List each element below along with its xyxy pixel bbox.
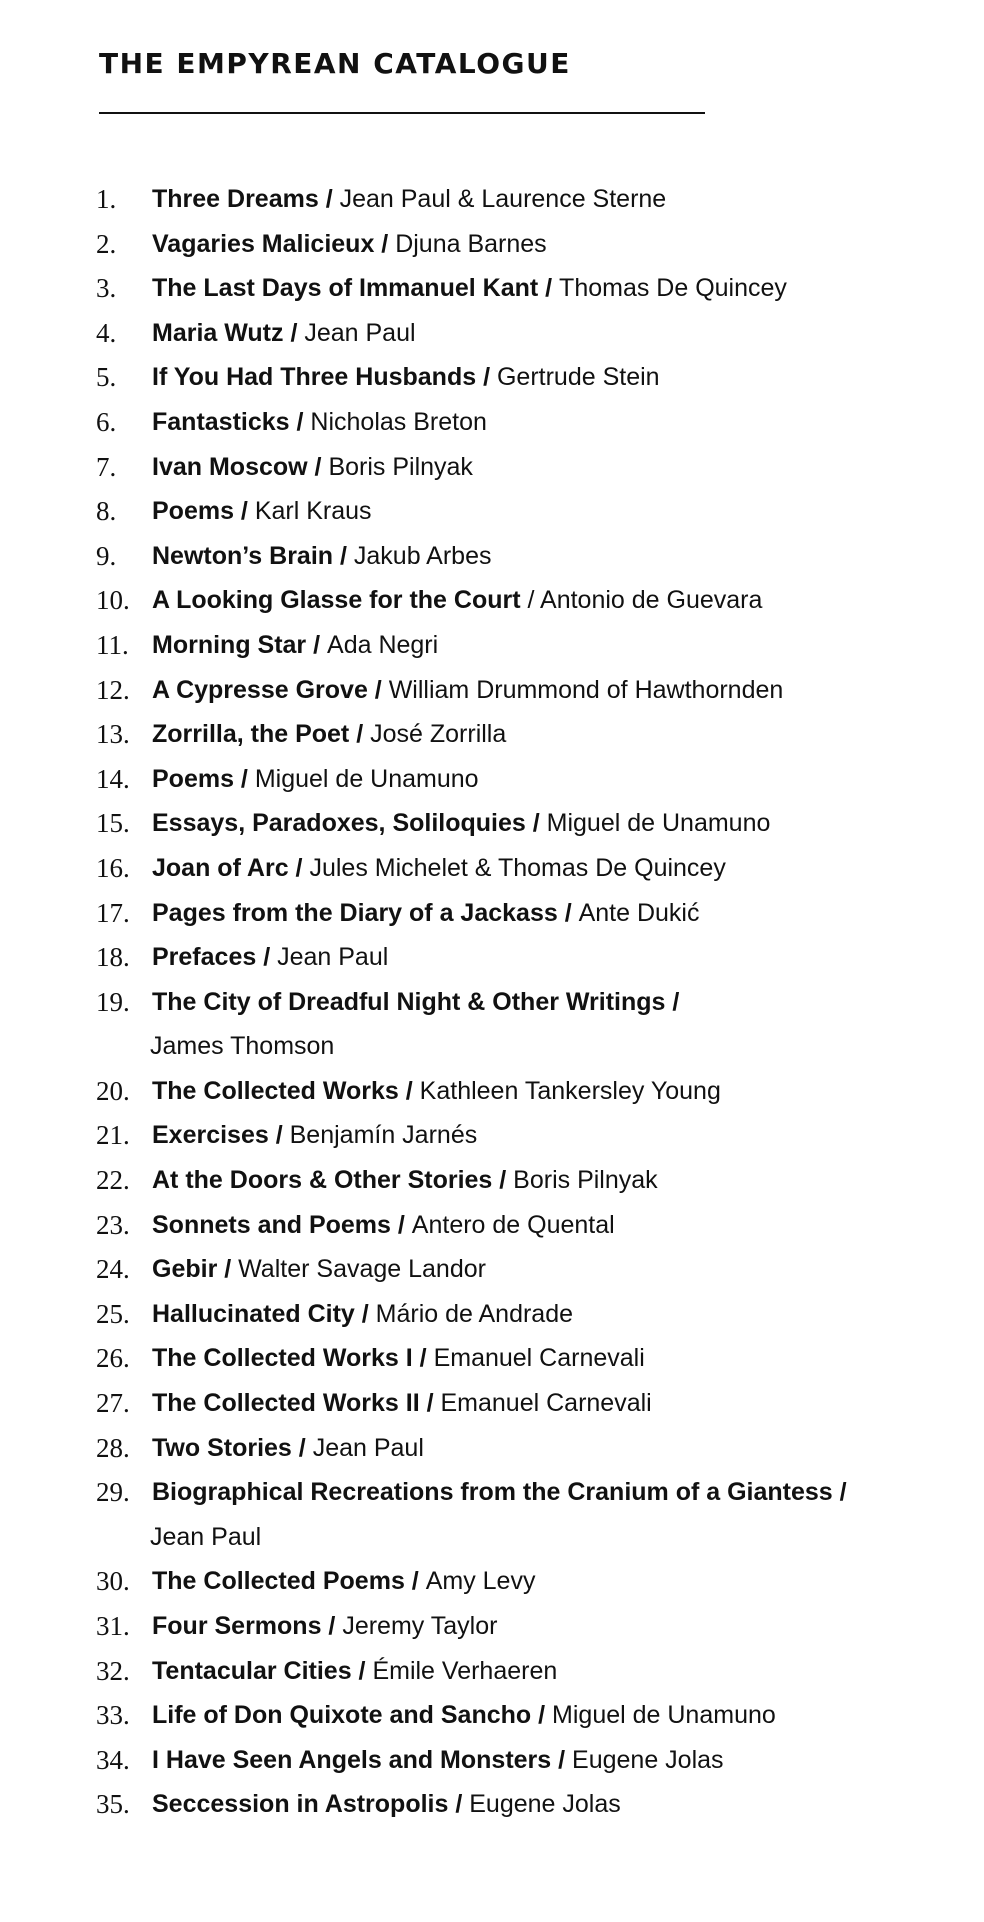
entry-number: 1. <box>96 184 117 214</box>
catalogue-entry <box>0 311 984 356</box>
catalogue-entry <box>0 1604 984 1649</box>
book-title: Newton’s Brain <box>152 541 334 570</box>
catalogue-entry <box>0 1426 984 1471</box>
title-author-separator: / <box>419 1389 441 1418</box>
entry-number: 20. <box>96 1075 130 1106</box>
entry-number: 34. <box>96 1744 130 1775</box>
catalogue-entry <box>0 445 984 490</box>
entry-text <box>152 846 726 891</box>
entry-text <box>152 1247 486 1292</box>
title-author-separator: / <box>289 407 311 436</box>
book-title: Two Stories <box>152 1433 292 1462</box>
book-title: Three Dreams <box>152 185 319 213</box>
catalogue-entry <box>0 1113 984 1158</box>
catalogue-entry <box>0 980 984 1069</box>
entry-text <box>152 222 547 267</box>
book-title: I Have Seen Angels and Monsters <box>152 1745 552 1774</box>
entry-number: 25. <box>96 1298 130 1329</box>
book-title: Fantasticks <box>152 407 290 436</box>
entry-text <box>152 1782 621 1827</box>
author-name: Mário de Andrade <box>375 1299 574 1328</box>
entry-number: 14. <box>96 763 130 794</box>
catalogue-entry <box>0 712 984 757</box>
title-author-separator: / <box>283 318 305 347</box>
catalogue-entry <box>0 578 984 623</box>
entry-text <box>152 400 487 445</box>
catalogue-entry <box>0 1069 984 1114</box>
book-title: At the Doors & Other Stories <box>152 1166 493 1195</box>
author-name: Jean Paul <box>150 1522 262 1551</box>
catalogue-entry <box>0 222 984 267</box>
entry-text <box>152 757 479 802</box>
book-title: The Collected Poems <box>152 1567 405 1596</box>
catalogue-entry <box>0 668 984 713</box>
entry-number: 13. <box>96 719 130 750</box>
title-author-separator: / <box>398 1076 420 1105</box>
author-name: Eugene Jolas <box>469 1790 621 1819</box>
title-author-separator: / <box>256 943 278 972</box>
entry-number: 28. <box>96 1432 130 1463</box>
title-author-separator: / <box>233 497 255 526</box>
book-title: Prefaces <box>152 943 257 972</box>
catalogue-list <box>0 177 984 1827</box>
author-name: Antonio de Guevara <box>540 586 763 615</box>
title-author-separator: / <box>318 185 340 213</box>
book-title: The Collected Works II <box>152 1389 420 1418</box>
title-author-separator: / <box>291 1433 313 1462</box>
catalogue-entry <box>0 1559 984 1604</box>
entry-text <box>152 489 372 534</box>
catalogue-entry <box>0 1470 984 1559</box>
entry-number: 6. <box>96 406 117 437</box>
author-name: Emanuel Carnevali <box>440 1389 652 1418</box>
entry-text <box>152 1693 776 1738</box>
entry-text <box>152 668 783 713</box>
author-name: Thomas De Quincey <box>559 274 787 303</box>
entry-text <box>152 801 770 846</box>
author-name: William Drummond of Hawthornden <box>388 675 784 704</box>
entry-text <box>152 935 388 980</box>
author-name: Benjamín Jarnés <box>289 1121 478 1150</box>
book-title: The Collected Works I <box>152 1344 413 1373</box>
book-title: Four Sermons <box>152 1612 322 1640</box>
entry-number: 31. <box>96 1611 130 1641</box>
book-title: The Collected Works <box>152 1076 399 1105</box>
author-name: Jeremy Taylor <box>342 1612 498 1640</box>
entry-text <box>152 311 416 356</box>
author-name: José Zorrilla <box>370 720 507 749</box>
title-author-separator: / <box>333 541 354 570</box>
title-author-separator: / <box>288 853 310 882</box>
book-title: Pages from the Diary of a Jackass <box>152 898 558 927</box>
catalogue-entry <box>0 891 984 936</box>
title-author-separator: / <box>354 1299 376 1328</box>
entry-number: 22. <box>96 1165 130 1196</box>
book-title: A Looking Glasse for the Court <box>152 586 521 615</box>
title-author-separator: / <box>448 1790 470 1819</box>
entry-text <box>152 1069 721 1114</box>
catalogue-entry <box>0 935 984 980</box>
catalogue-entry <box>0 623 984 668</box>
entry-text <box>152 1738 724 1783</box>
entry-number: 7. <box>96 451 117 482</box>
book-title: A Cypresse Grove <box>152 675 368 704</box>
title-divider <box>99 112 705 114</box>
title-author-separator: / <box>374 229 396 258</box>
book-title: Ivan Moscow <box>152 452 308 481</box>
entry-text <box>152 980 912 1069</box>
author-name: Jean Paul & Laurence Sterne <box>339 185 667 213</box>
author-name: Jean Paul <box>277 943 389 972</box>
author-name: Jules Michelet & Thomas De Quincey <box>309 853 726 882</box>
author-name: Eugene Jolas <box>572 1745 724 1774</box>
author-name: James Thomson <box>150 1032 335 1061</box>
author-name: Émile Verhaeren <box>372 1656 558 1685</box>
book-title: Biographical Recreations from the Cranium of a Giantess <box>152 1478 833 1507</box>
entry-number: 29. <box>96 1477 130 1508</box>
entry-text <box>152 355 660 400</box>
entry-number: 17. <box>96 897 130 928</box>
book-title: Exercises <box>152 1121 269 1150</box>
catalogue-entry <box>0 1649 984 1694</box>
book-title: Essays, Paradoxes, Soliloquies <box>152 809 526 838</box>
book-title: Hallucinated City <box>152 1299 355 1328</box>
entry-text <box>152 1113 477 1158</box>
author-name: Gertrude Stein <box>496 363 660 392</box>
entry-number: 16. <box>96 852 130 883</box>
entry-text <box>152 1604 497 1649</box>
author-name: Boris Pilnyak <box>513 1166 658 1195</box>
entry-text <box>152 445 473 490</box>
book-title: Tentacular Cities <box>152 1656 352 1685</box>
entry-number: 12. <box>96 674 130 705</box>
book-title: Vagaries Malicieux <box>152 229 375 258</box>
title-author-separator: / <box>531 1701 553 1730</box>
title-author-separator: / <box>665 987 680 1016</box>
entry-text <box>152 1470 912 1559</box>
title-author-separator: / <box>551 1745 573 1774</box>
entry-text <box>152 177 666 222</box>
author-name: Jakub Arbes <box>353 541 492 570</box>
author-name: Miguel de Unamuno <box>254 764 479 793</box>
book-title: Morning Star <box>152 630 307 659</box>
entry-number: 23. <box>96 1209 130 1240</box>
title-author-separator: / <box>404 1567 426 1596</box>
title-author-separator: / <box>268 1121 290 1150</box>
entry-text <box>152 1336 645 1381</box>
entry-number: 4. <box>96 317 117 348</box>
catalogue-entry <box>0 534 984 579</box>
title-author-separator: / <box>520 586 541 615</box>
author-name: Amy Levy <box>425 1567 536 1596</box>
entry-number: 11. <box>96 629 129 660</box>
entry-number: 2. <box>96 228 117 259</box>
book-title: Joan of Arc <box>152 853 289 882</box>
author-name: Djuna Barnes <box>395 229 547 258</box>
entry-number: 30. <box>96 1566 130 1597</box>
book-title: Life of Don Quixote and Sancho <box>152 1701 532 1730</box>
title-author-separator: / <box>557 898 579 927</box>
entry-text <box>152 1203 615 1248</box>
catalogue-entry <box>0 266 984 311</box>
author-name: Nicholas Breton <box>310 407 487 436</box>
catalogue-entry <box>0 1693 984 1738</box>
entry-text <box>152 1292 573 1337</box>
title-author-separator: / <box>233 764 255 793</box>
entry-text <box>152 623 438 668</box>
entry-number: 32. <box>96 1655 130 1686</box>
author-name: Kathleen Tankersley Young <box>419 1076 721 1105</box>
book-title: The Last Days of Immanuel Kant <box>152 274 539 303</box>
author-name: Emanuel Carnevali <box>433 1344 645 1373</box>
entry-text <box>152 1381 652 1426</box>
book-title: Seccession in Astropolis <box>152 1790 449 1819</box>
title-author-separator: / <box>349 720 371 749</box>
entry-text <box>152 1158 658 1203</box>
catalogue-entry <box>0 1782 984 1827</box>
title-author-separator: / <box>367 675 389 704</box>
title-author-separator: / <box>306 630 328 659</box>
entry-number: 9. <box>96 540 117 571</box>
entry-text <box>152 891 699 936</box>
author-name: Jean Paul <box>312 1433 424 1462</box>
catalogue-entry <box>0 1381 984 1426</box>
catalogue-entry <box>0 489 984 534</box>
author-name: Miguel de Unamuno <box>552 1701 776 1730</box>
catalogue-entry <box>0 1292 984 1337</box>
entry-number: 18. <box>96 942 130 973</box>
entry-text <box>152 1559 535 1604</box>
entry-number: 5. <box>96 362 117 393</box>
entry-number: 24. <box>96 1254 130 1285</box>
entry-number: 26. <box>96 1343 130 1374</box>
entry-text <box>152 578 762 623</box>
book-title: Zorrilla, the Poet <box>152 720 350 749</box>
catalogue-entry <box>0 846 984 891</box>
book-title: Poems <box>152 497 234 526</box>
catalogue-entry <box>0 400 984 445</box>
catalogue-entry <box>0 177 984 222</box>
catalogue-entry <box>0 757 984 802</box>
entry-text <box>152 534 491 579</box>
entry-number: 27. <box>96 1388 130 1419</box>
title-author-separator: / <box>390 1210 412 1239</box>
title-author-separator: / <box>217 1255 239 1284</box>
entry-number: 35. <box>96 1789 130 1820</box>
catalogue-entry <box>0 355 984 400</box>
page-title: THE EMPYREAN CATALOGUE <box>99 47 571 80</box>
title-author-separator: / <box>538 274 560 303</box>
author-name: Ada Negri <box>327 630 439 659</box>
title-author-separator: / <box>351 1656 373 1685</box>
entry-number: 10. <box>96 585 130 616</box>
entry-text <box>152 1426 424 1471</box>
catalogue-entry <box>0 1203 984 1248</box>
entry-text <box>152 712 506 757</box>
author-name: Miguel de Unamuno <box>546 809 771 838</box>
entry-number: 8. <box>96 496 117 527</box>
author-name: Boris Pilnyak <box>328 452 473 481</box>
entry-text <box>152 1649 557 1694</box>
entry-number: 21. <box>96 1120 130 1151</box>
catalogue-entry <box>0 1738 984 1783</box>
title-author-separator: / <box>476 363 497 392</box>
author-name: Antero de Quental <box>411 1210 615 1239</box>
title-author-separator: / <box>412 1344 434 1373</box>
entry-number: 15. <box>96 808 130 839</box>
entry-number: 19. <box>96 986 130 1017</box>
title-author-separator: / <box>525 809 547 838</box>
author-name: Jean Paul <box>304 318 416 347</box>
catalogue-entry <box>0 1247 984 1292</box>
entry-text <box>152 266 787 311</box>
book-title: The City of Dreadful Night & Other Writings <box>152 987 666 1016</box>
catalogue-entry <box>0 801 984 846</box>
author-name: Karl Kraus <box>254 497 372 526</box>
title-author-separator: / <box>321 1612 343 1640</box>
title-author-separator: / <box>492 1166 514 1195</box>
title-author-separator: / <box>832 1478 847 1507</box>
entry-number: 3. <box>96 273 117 304</box>
book-title: Sonnets and Poems <box>152 1210 391 1239</box>
book-title: Gebir <box>152 1255 218 1284</box>
author-name: Walter Savage Landor <box>238 1255 486 1284</box>
book-title: Poems <box>152 764 234 793</box>
book-title: If You Had Three Husbands <box>152 363 477 392</box>
title-author-separator: / <box>307 452 329 481</box>
catalogue-entry <box>0 1158 984 1203</box>
author-name: Ante Dukić <box>578 898 700 927</box>
book-title: Maria Wutz <box>152 318 284 347</box>
entry-number: 33. <box>96 1700 130 1731</box>
catalogue-entry <box>0 1336 984 1381</box>
